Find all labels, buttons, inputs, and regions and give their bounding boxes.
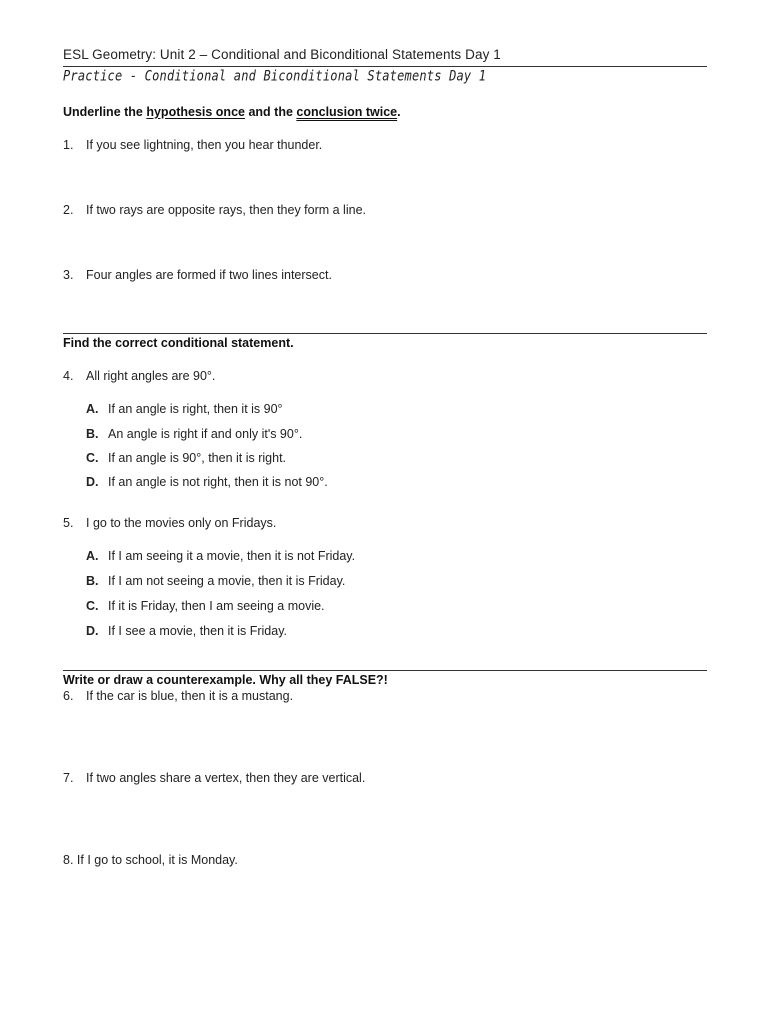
question-2	[63, 203, 366, 217]
question-number: 5.	[63, 516, 74, 530]
section3-divider	[63, 670, 707, 671]
course-header: ESL Geometry: Unit 2 – Conditional and Biconditional Statements Day 1	[63, 47, 501, 62]
hypothesis-once-label: hypothesis once	[146, 105, 245, 119]
question-text: All right angles are 90°.	[86, 369, 216, 383]
q5-option-a	[86, 549, 355, 563]
instruction-text: Underline the	[63, 105, 147, 119]
option-text: If I am seeing it a movie, then it is not Friday.	[108, 549, 356, 563]
question-number: 2.	[63, 203, 74, 217]
question-number: 3.	[63, 268, 74, 282]
question-7	[63, 771, 365, 785]
header-divider	[63, 66, 707, 67]
section2-heading: Find the correct conditional statement.	[63, 336, 294, 350]
section1-instruction	[63, 105, 401, 119]
option-text: If an angle is right, then it is 90°	[108, 402, 283, 416]
question-4	[63, 369, 215, 383]
option-letter: A.	[86, 402, 99, 416]
question-1	[63, 138, 322, 152]
q4-option-c	[86, 451, 286, 465]
option-text: If an angle is not right, then it is not 90°.	[108, 475, 328, 489]
section2-divider	[63, 333, 707, 334]
option-letter: D.	[86, 624, 99, 638]
question-text: If you see lightning, then you hear thunder.	[86, 138, 323, 152]
worksheet-subtitle: Practice - Conditional and Biconditional Statements Day 1	[63, 68, 487, 85]
question-number: 4.	[63, 369, 74, 383]
instruction-text: .	[397, 105, 401, 119]
question-3	[63, 268, 332, 282]
question-number: 1.	[63, 138, 74, 152]
q4-option-b	[86, 427, 302, 441]
q4-option-d	[86, 475, 328, 489]
instruction-text: and the	[244, 105, 297, 119]
question-text: Four angles are formed if two lines intersect.	[86, 268, 332, 282]
option-text: An angle is right if and only it's 90°.	[108, 427, 303, 441]
q4-option-a	[86, 402, 283, 416]
q5-option-d	[86, 624, 287, 638]
option-letter: C.	[86, 599, 99, 613]
option-letter: B.	[86, 574, 99, 588]
option-letter: B.	[86, 427, 99, 441]
option-letter: A.	[86, 549, 99, 563]
option-text: If I see a movie, then it is Friday.	[108, 624, 288, 638]
question-5	[63, 516, 276, 530]
question-text: I go to the movies only on Fridays.	[86, 516, 277, 530]
question-number: 7.	[63, 771, 74, 785]
option-text: If I am not seeing a movie, then it is Friday.	[108, 574, 346, 588]
option-letter: D.	[86, 475, 99, 489]
option-letter: C.	[86, 451, 99, 465]
question-8: 8. If I go to school, it is Monday.	[63, 853, 238, 867]
section3-heading: Write or draw a counterexample. Why all they FALSE?!	[63, 673, 388, 687]
question-6	[63, 689, 293, 703]
question-number: 6.	[63, 689, 74, 703]
q5-option-b	[86, 574, 345, 588]
option-text: If an angle is 90°, then it is right.	[108, 451, 287, 465]
q5-option-c	[86, 599, 325, 613]
conclusion-twice-label: conclusion twice	[296, 105, 398, 119]
question-text: If the car is blue, then it is a mustang.	[86, 689, 294, 703]
option-text: If it is Friday, then I am seeing a movie.	[108, 599, 325, 613]
question-text: If two rays are opposite rays, then they form a line.	[86, 203, 366, 217]
question-text: If two angles share a vertex, then they are vertical.	[86, 771, 366, 785]
